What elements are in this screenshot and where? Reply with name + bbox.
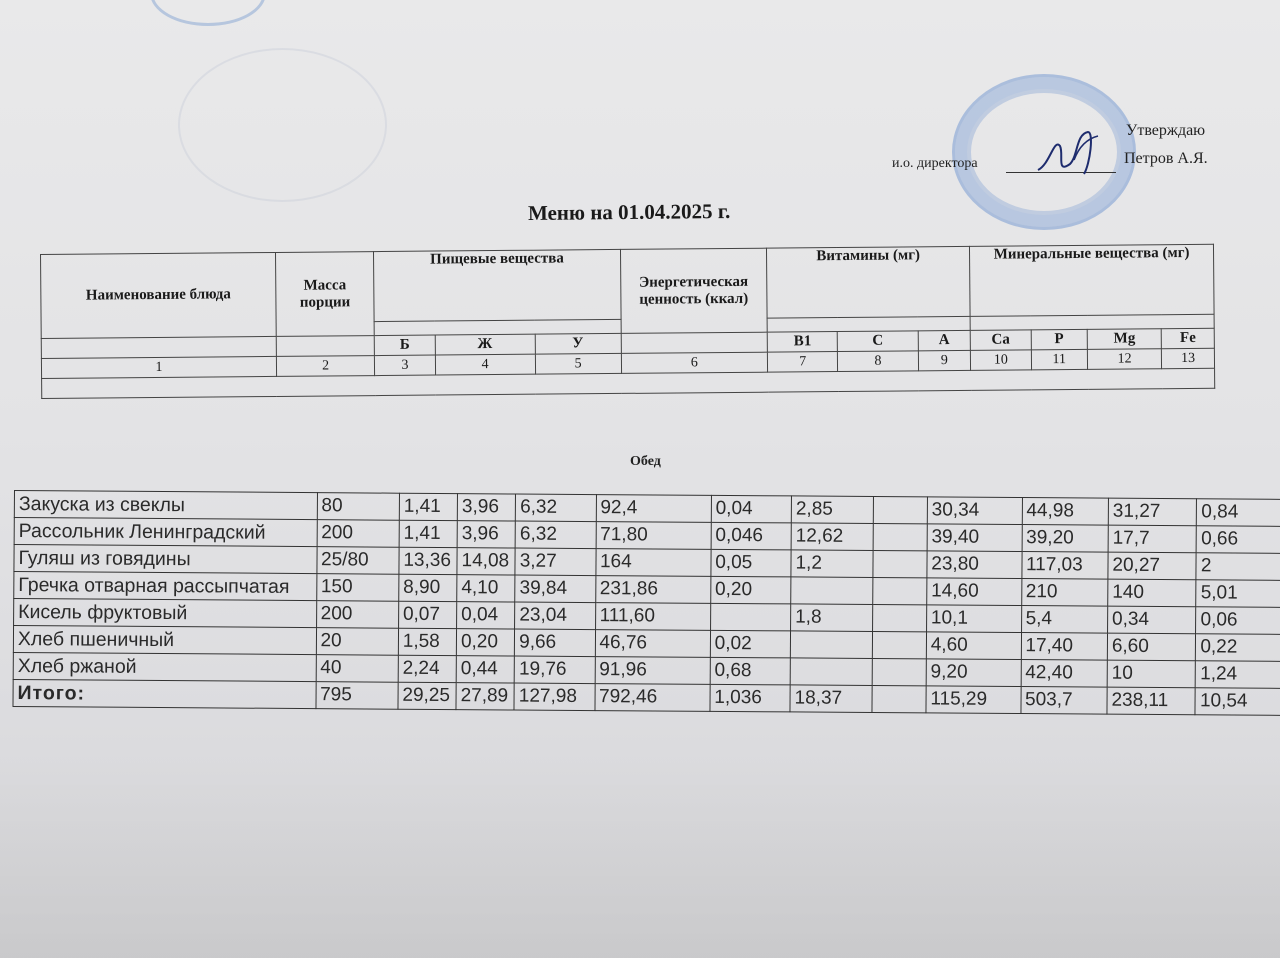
cell-energy: 46,76 (595, 630, 710, 658)
col-number: 10 (970, 350, 1031, 371)
sub-empty-3 (621, 332, 768, 353)
cell-protein: 8,90 (399, 574, 457, 601)
cell-mg: 10 (1107, 660, 1196, 688)
approval-block (880, 116, 1240, 236)
cell-b1: 0,02 (710, 630, 790, 658)
cell-portion: 200 (316, 601, 398, 629)
col-number: 7 (767, 352, 838, 373)
cell-fat: 3,96 (457, 521, 515, 548)
cell-energy: 92,4 (596, 495, 711, 523)
handwritten-signature (1030, 124, 1120, 180)
cell-portion: 150 (316, 574, 398, 602)
menu-table (12, 490, 1280, 716)
cell-energy: 111,60 (595, 603, 710, 631)
cell-ca: 4,60 (926, 632, 1021, 660)
cell-p: 44,98 (1022, 498, 1109, 526)
top-stamp-fragment (150, 0, 266, 26)
cell-portion: 20 (316, 628, 398, 656)
cell-ca: 9,20 (926, 659, 1021, 687)
cell-vitamin-c (790, 658, 872, 686)
cell-vitamin-a (873, 605, 927, 632)
sub-fe: Fe (1162, 328, 1215, 348)
cell-carbs: 6,32 (516, 494, 596, 522)
cell-dish-name: Гречка отварная рассыпчатая (14, 572, 317, 601)
cell-mg: 17,7 (1108, 525, 1197, 553)
cell-mg: 6,60 (1107, 633, 1196, 661)
cell-carbs: 9,66 (515, 629, 595, 657)
cell-carbs: 19,76 (514, 656, 594, 684)
cell-portion: 80 (317, 493, 399, 521)
cell-b1 (710, 603, 790, 631)
sub-p: P (1031, 329, 1088, 349)
cell-vitamin-a (873, 578, 927, 605)
sub-mg: Mg (1087, 329, 1161, 350)
cell-fe: 1,24 (1196, 661, 1280, 689)
total-carbs: 127,98 (514, 683, 594, 711)
approve-label: Утверждаю (1126, 122, 1206, 139)
total-vitamin-c: 18,37 (790, 685, 872, 713)
cell-fat: 4,10 (457, 575, 515, 602)
cell-b1: 0,04 (711, 495, 791, 523)
cell-portion: 25/80 (316, 547, 398, 575)
cell-fe: 0,06 (1196, 607, 1280, 635)
cell-dish-name: Рассольник Ленинградский (14, 518, 317, 547)
cell-mg: 31,27 (1108, 498, 1197, 526)
cell-b1: 0,046 (711, 522, 791, 550)
col-nutrients: Пищевые вещества (374, 249, 621, 321)
page-shadow (0, 758, 1280, 958)
col-dish-name: Наименование блюда (41, 252, 277, 338)
cell-energy: 91,96 (595, 657, 710, 685)
cell-dish-name: Хлеб ржаной (13, 652, 316, 681)
sub-a: A (918, 330, 971, 350)
cell-p: 39,20 (1022, 525, 1109, 553)
meal-label: Обед (630, 454, 661, 469)
cell-ca: 10,1 (926, 605, 1021, 633)
col-number: 8 (838, 351, 918, 372)
total-p: 503,7 (1020, 687, 1107, 715)
col-number: 6 (621, 352, 768, 373)
total-fat: 27,89 (456, 683, 514, 710)
col-number: 2 (276, 356, 374, 377)
cell-protein: 0,07 (398, 601, 456, 628)
cell-mg: 140 (1108, 579, 1197, 607)
total-mg: 238,11 (1107, 687, 1196, 715)
col-vitamins: Витамины (мг) (767, 246, 971, 318)
cell-energy: 231,86 (595, 576, 710, 604)
cell-dish-name: Хлеб пшеничный (13, 626, 316, 655)
sub-fat: Ж (435, 334, 535, 355)
cell-carbs: 39,84 (515, 575, 595, 603)
cell-ca: 14,60 (927, 578, 1022, 606)
cell-vitamin-c: 2,85 (791, 496, 873, 524)
cell-fe: 0,84 (1197, 499, 1280, 527)
cell-fe: 0,66 (1197, 526, 1280, 554)
director-position: и.о. директора (892, 156, 978, 171)
total-dish-name: Итого: (13, 679, 316, 708)
cell-fat: 0,20 (456, 629, 514, 656)
cell-p: 17,40 (1021, 633, 1108, 661)
cell-dish-name: Закуска из свеклы (14, 491, 317, 520)
cell-vitamin-a (872, 658, 926, 685)
cell-dish-name: Кисель фруктовый (14, 599, 317, 628)
cell-vitamin-c: 12,62 (791, 523, 873, 551)
cell-fat: 0,04 (457, 602, 515, 629)
cell-b1: 0,05 (711, 549, 791, 577)
cell-fe: 2 (1196, 553, 1280, 581)
cell-ca: 39,40 (927, 524, 1022, 552)
sub-b1: B1 (767, 332, 838, 353)
cell-b1: 0,68 (710, 657, 790, 685)
total-energy: 792,46 (594, 684, 709, 712)
sub-c: C (838, 331, 918, 352)
total-protein: 29,25 (398, 682, 456, 709)
cell-portion: 40 (316, 655, 398, 683)
cell-vitamin-c (790, 631, 872, 659)
cell-p: 42,40 (1021, 660, 1108, 688)
col-number: 11 (1031, 349, 1088, 369)
cell-energy: 71,80 (596, 522, 711, 550)
sub-carbs: У (535, 333, 621, 354)
col-minerals: Минеральные вещества (мг) (970, 244, 1214, 316)
cell-protein: 1,58 (398, 628, 456, 655)
director-name: Петров А.Я. (1124, 150, 1208, 167)
cell-vitamin-a (873, 524, 927, 551)
col-energy: Энергетическая ценность (ккал) (620, 248, 767, 333)
menu-rows (13, 491, 1280, 716)
cell-protein: 1,41 (399, 520, 457, 547)
col-number: 3 (375, 355, 436, 376)
cell-p: 117,03 (1021, 552, 1108, 580)
col-number: 13 (1162, 348, 1215, 368)
cell-vitamin-a (873, 631, 927, 658)
col-portion-mass: Масса порции (275, 252, 374, 337)
total-fe: 10,54 (1195, 688, 1280, 716)
cell-vitamin-c: 1,8 (791, 604, 873, 632)
cell-vitamin-c (791, 577, 873, 605)
cell-protein: 13,36 (399, 547, 457, 574)
cell-vitamin-a (873, 551, 927, 578)
cell-portion: 200 (317, 520, 399, 548)
total-ca: 115,29 (926, 686, 1021, 714)
total-vitamin-a (872, 685, 926, 712)
cell-dish-name: Гуляш из говядины (14, 545, 317, 574)
faint-stamp-imprint (178, 48, 387, 202)
col-number: 5 (535, 353, 621, 374)
col-number: 9 (918, 350, 971, 370)
cell-fe: 0,22 (1196, 634, 1280, 662)
col-number: 12 (1087, 349, 1161, 370)
total-portion: 795 (316, 682, 398, 710)
sub-ca: Ca (970, 330, 1031, 351)
col-number: 4 (435, 354, 535, 375)
cell-carbs: 3,27 (515, 548, 595, 576)
cell-p: 210 (1021, 579, 1108, 607)
cell-carbs: 6,32 (515, 521, 595, 549)
sub-empty-1 (41, 336, 276, 358)
cell-fe: 5,01 (1196, 580, 1280, 608)
cell-b1: 0,20 (710, 576, 790, 604)
cell-protein: 2,24 (398, 655, 456, 682)
cell-vitamin-a (874, 497, 928, 524)
cell-mg: 20,27 (1108, 552, 1197, 580)
cell-mg: 0,34 (1107, 606, 1196, 634)
cell-ca: 30,34 (927, 497, 1022, 525)
sub-protein: Б (375, 335, 436, 356)
cell-carbs: 23,04 (515, 602, 595, 630)
header-table (40, 244, 1215, 399)
cell-vitamin-c: 1,2 (791, 550, 873, 578)
cell-energy: 164 (595, 549, 710, 577)
cell-fat: 0,44 (456, 656, 514, 683)
cell-protein: 1,41 (399, 493, 457, 520)
sub-empty-2 (276, 336, 374, 357)
col-number: 1 (41, 356, 276, 378)
cell-fat: 14,08 (457, 548, 515, 575)
menu-title: Меню на 01.04.2025 г. (527, 198, 731, 226)
cell-ca: 23,80 (927, 551, 1022, 579)
cell-fat: 3,96 (457, 494, 515, 521)
cell-p: 5,4 (1021, 606, 1108, 634)
total-b1: 1,036 (710, 684, 790, 712)
